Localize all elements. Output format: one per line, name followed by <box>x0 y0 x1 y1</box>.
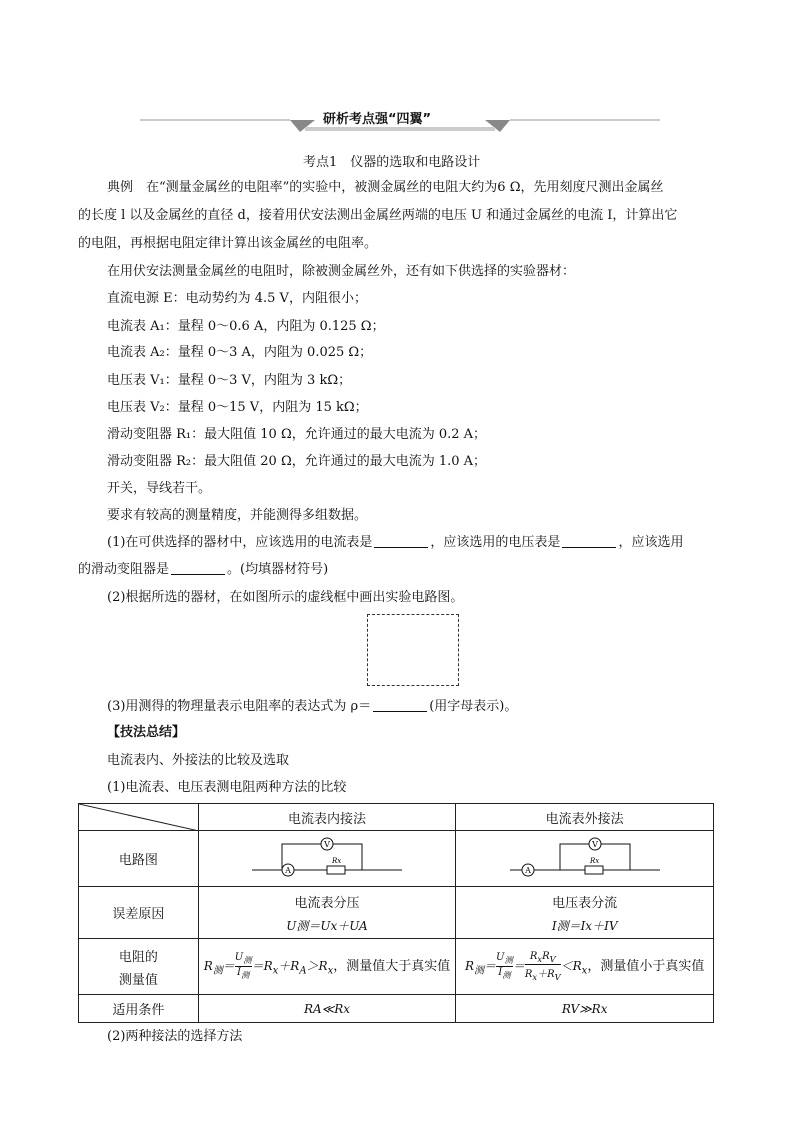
equipment-intro: 在用伏安法测量金属丝的电阻时，除被测金属丝外，还有如下供选择的实验器材： <box>107 264 576 279</box>
svg-text:Rx: Rx <box>589 856 599 865</box>
equipment-item: 电压表 V₂：量程 0～15 V，内阻为 15 kΩ； <box>107 400 368 415</box>
row-header-error: 误差原因 <box>79 887 199 939</box>
circuit-outer <box>456 831 714 887</box>
measure-outer: $R_测=$ $U_测$ $I_测$ ＝ $R_xR_V$ $R_x+R_V$ $<R_x$，测量值小于真实值 <box>456 939 714 995</box>
equipment-item: 开关，导线若干。 <box>107 481 212 496</box>
summary-topic: 电流表内、外接法的比较及选取 <box>107 753 290 768</box>
example-line-2: 的长度 l 以及金属丝的直径 d，接着用伏安法测出金属丝两端的电压 U 和通过金属丝的电流 I，计算出它 <box>78 208 678 223</box>
answer-blank[interactable] <box>373 698 427 712</box>
svg-text:V: V <box>324 839 330 849</box>
summary-sub1: (1)电流表、电压表测电阻两种方法的比较 <box>107 780 347 795</box>
summary-tag: 【技法总结】 <box>107 725 186 740</box>
svg-text:Rx: Rx <box>332 856 342 865</box>
question-2: (2)根据所选的器材，在如图所示的虚线框中画出实验电路图。 <box>107 590 464 605</box>
equipment-item: 滑动变阻器 R₁：最大阻值 10 Ω，允许通过的最大电流为 0.2 A； <box>107 427 487 442</box>
measure-inner: $R_测=$ $U_测$ $I_测$ $=R_x+R_A>R_x$，测量值大于真实值 <box>198 939 456 995</box>
example-line-1: 典例 在“测量金属丝的电阻率”的实验中，被测金属丝的电阻大约为6 Ω，先用刻度尺测出金属丝 <box>107 180 664 195</box>
section-title: 考点1 仪器的选取和电路设计 <box>303 155 481 170</box>
question-1-cont: 的滑动变阻器是 。(均填器材符号) <box>78 562 329 577</box>
circuit-inner <box>198 831 456 887</box>
svg-text:A: A <box>524 865 531 875</box>
equipment-item: 电流表 A₁：量程 0～0.6 A，内阻为 0.125 Ω； <box>107 319 385 334</box>
question-1: (1)在可供选择的器材中，应该选用的电流表是 ，应该选用的电压表是 ，应该选用 <box>107 535 684 550</box>
equipment-item: 电流表 A₂：量程 0～3 A，内阻为 0.025 Ω； <box>107 345 373 360</box>
row-header-cond: 适用条件 <box>79 995 199 1023</box>
svg-text:V: V <box>591 839 598 849</box>
table-corner <box>79 804 199 831</box>
row-header-circuit: 电路图 <box>79 831 199 887</box>
circuit-drawing-box[interactable] <box>367 614 459 686</box>
answer-blank[interactable] <box>374 534 428 548</box>
error-outer: 电压表分流 I测＝Ix＋IV <box>456 887 714 939</box>
summary-sub2: (2)两种接法的选择方法 <box>107 1029 243 1044</box>
outer-circuit-diagram <box>510 832 660 882</box>
answer-blank[interactable] <box>562 534 616 548</box>
cond-inner: RA≪Rx <box>198 995 456 1023</box>
equipment-item: 滑动变阻器 R₂：最大阻值 20 Ω，允许通过的最大电流为 1.0 A； <box>107 454 487 469</box>
inner-circuit-diagram <box>252 832 402 882</box>
row-header-measure: 电阻的 测量值 <box>79 939 199 995</box>
col-header-inner: 电流表内接法 <box>198 804 456 831</box>
svg-text:A: A <box>285 865 291 875</box>
col-header-outer: 电流表外接法 <box>456 804 714 831</box>
page-title: 研析考点强“四翼” <box>323 112 432 127</box>
error-inner: 电流表分压 U测＝Ux＋UA <box>198 887 456 939</box>
answer-blank[interactable] <box>171 561 225 575</box>
equipment-item: 直流电源 E：电动势约为 4.5 V，内阻很小； <box>107 291 367 306</box>
requirement: 要求有较高的测量精度，并能测得多组数据。 <box>107 508 368 523</box>
question-3: (3)用测得的物理量表示电阻率的表达式为 ρ＝ (用字母表示)。 <box>107 699 518 714</box>
comparison-table <box>78 803 714 1023</box>
cond-outer: RV≫Rx <box>456 995 714 1023</box>
equipment-item: 电压表 V₁：量程 0～3 V，内阻为 3 kΩ； <box>107 373 352 388</box>
example-line-3: 的电阻，再根据电阻定律计算出该金属丝的电阻率。 <box>78 236 378 251</box>
